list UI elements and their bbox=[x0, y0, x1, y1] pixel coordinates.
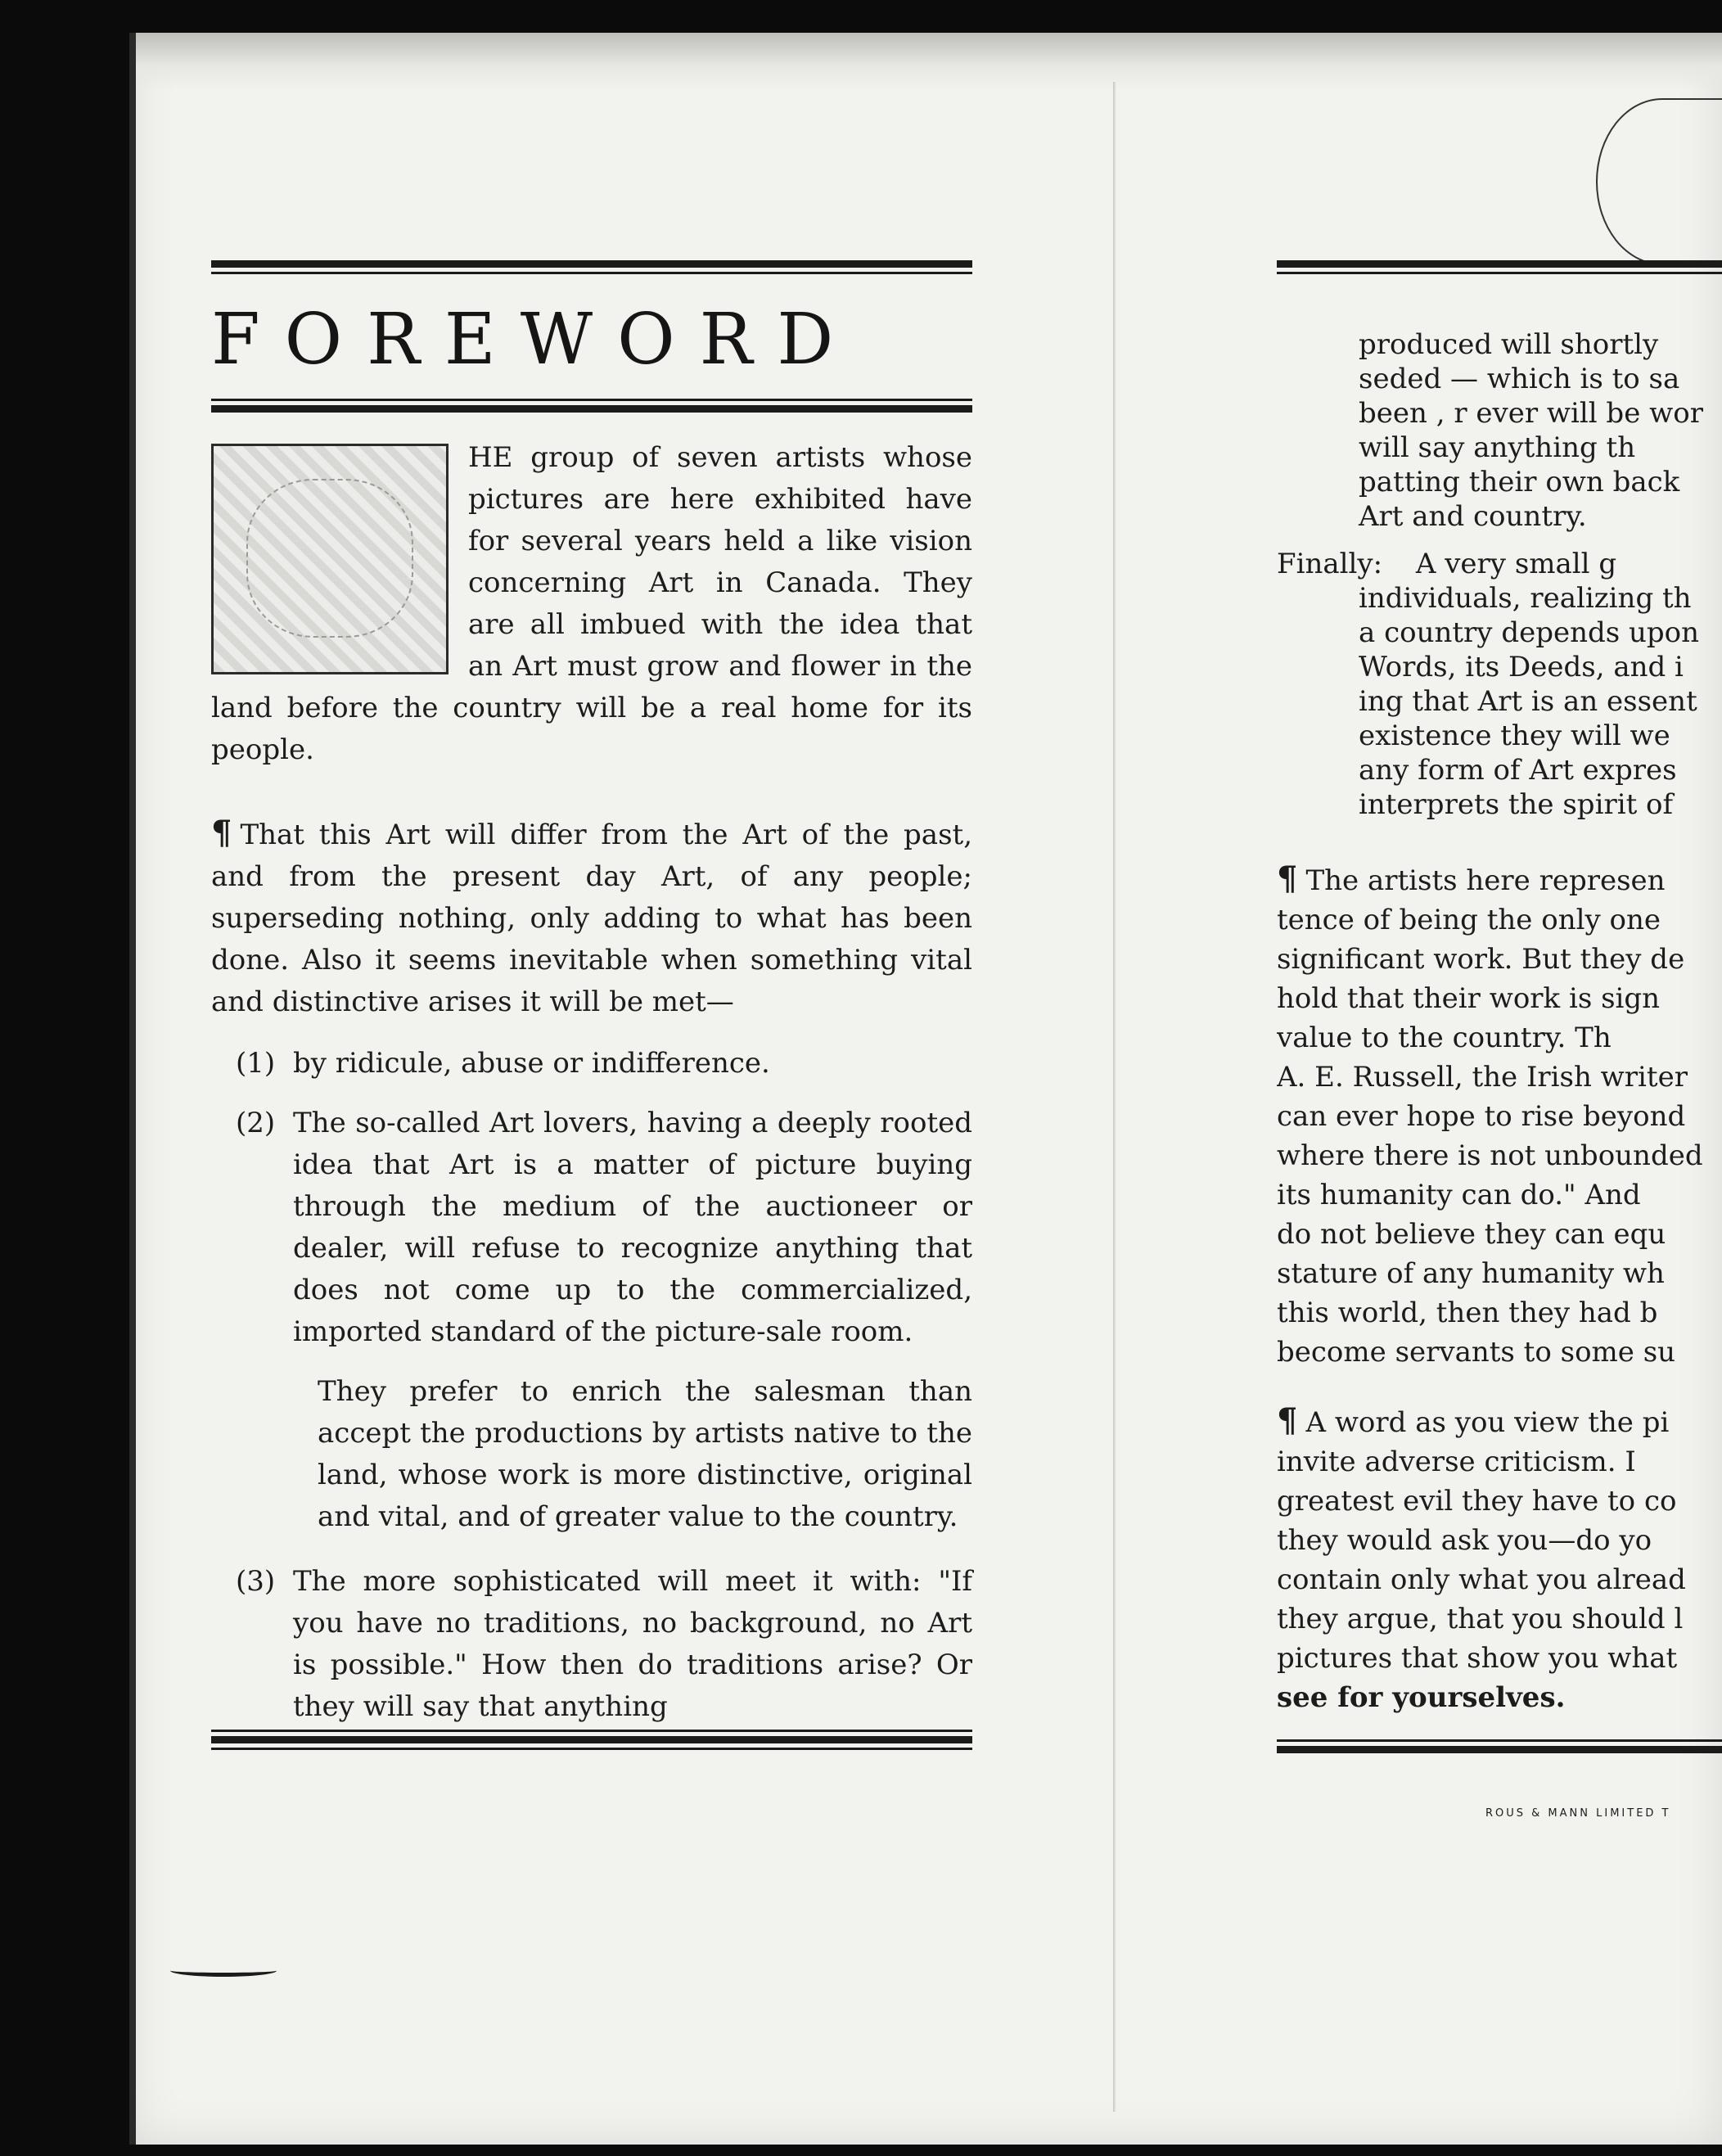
intro-paragraph bbox=[211, 437, 972, 771]
finally-label: Finally: bbox=[1277, 548, 1383, 580]
footer-rules bbox=[211, 1725, 972, 1750]
page-title: FOREWORD bbox=[211, 299, 859, 381]
text-line: any form of Art expres bbox=[1359, 754, 1677, 787]
text-line: its humanity can do." And bbox=[1277, 1179, 1641, 1211]
footer-rule-thick bbox=[1277, 1746, 1722, 1753]
intro-text: HE group of seven artists whose pictures are here exhibited have for several years held a like vision concerning Art in Canada. They are all imbued with the idea that an Art must grow and flower in the land before the country will be a real home for its people. bbox=[211, 441, 972, 766]
finally-lines bbox=[1277, 581, 1722, 822]
text-line: will say anything th bbox=[1359, 431, 1636, 464]
right-footer-rules bbox=[1277, 1735, 1722, 1753]
paragraph-mark-icon: ¶ bbox=[1277, 859, 1298, 898]
ornamental-drop-cap bbox=[211, 444, 449, 674]
paragraph-word bbox=[1277, 1401, 1722, 1717]
paragraph-art-differs bbox=[211, 796, 972, 1023]
text-line: produced will shortly bbox=[1359, 328, 1659, 361]
text-line: this world, then they had b bbox=[1277, 1297, 1658, 1329]
title-rule-top-thin bbox=[211, 272, 972, 274]
finally-item bbox=[1277, 547, 1722, 822]
title-rule-bottom bbox=[211, 405, 972, 413]
left-page bbox=[211, 0, 972, 1746]
list-item bbox=[236, 1103, 972, 1353]
right-page-text bbox=[1277, 327, 1722, 1717]
text-line: stature of any humanity wh bbox=[1277, 1257, 1665, 1290]
text-line: significant work. But they de bbox=[1277, 943, 1685, 976]
footer-rule-thin bbox=[211, 1730, 972, 1732]
right-rule-thick bbox=[1277, 260, 1722, 268]
text-line: A word as you view the pi bbox=[1305, 1406, 1670, 1439]
text-line: see for yourselves. bbox=[1277, 1681, 1566, 1714]
text-line: seded — which is to sa bbox=[1359, 363, 1680, 395]
right-page bbox=[1277, 0, 1722, 2156]
reaction-list bbox=[211, 1043, 972, 1728]
text-line: they argue, that you should l bbox=[1277, 1603, 1684, 1635]
ink-smudge bbox=[170, 1964, 277, 1977]
list-item-subparagraph: They prefer to enrich the salesman than accept the productions by artists native to the land, whose work is more distinctive, original and vital, and of greater value to the country. bbox=[318, 1375, 972, 1533]
text-line: Art and country. bbox=[1359, 500, 1587, 533]
text-line: existence they will we bbox=[1359, 719, 1670, 752]
text-line: A very small g bbox=[1415, 548, 1617, 580]
list-item-text: The more sophisticated will meet it with: "If you have no traditions, no background, no Art is possible." How then do traditions arise? Or they will say that anything bbox=[293, 1565, 972, 1723]
list-item-text: The so-called Art lovers, having a deeply rooted idea that Art is a matter of picture buying through the medium of the auctioneer or dealer, will refuse to recognize anything that does not come up to the commercialized, imported standard of the picture-sale room. bbox=[293, 1107, 972, 1348]
text-line: patting their own back bbox=[1359, 466, 1680, 498]
text-line: ing that Art is an essent bbox=[1359, 685, 1697, 718]
list-item-number: (2) bbox=[236, 1107, 276, 1139]
continued-item bbox=[1277, 327, 1722, 534]
text-line: individuals, realizing th bbox=[1359, 582, 1692, 615]
text-line: A. E. Russell, the Irish writer bbox=[1277, 1061, 1688, 1094]
paragraph-mark-icon: ¶ bbox=[1277, 1401, 1298, 1440]
right-rule-thin bbox=[1277, 272, 1722, 274]
text-line: hold that their work is sign bbox=[1277, 982, 1661, 1015]
text-line: contain only what you alread bbox=[1277, 1563, 1686, 1596]
list-item-number: (3) bbox=[236, 1565, 276, 1598]
text-line: can ever hope to rise beyond bbox=[1277, 1100, 1686, 1133]
list-item bbox=[236, 1561, 972, 1728]
list-item-text: by ridicule, abuse or indifference. bbox=[293, 1047, 770, 1080]
paragraph-art-differs-text: That this Art will differ from the Art of the past, and from the present day Art, of any people; superseding nothing, only adding to what has been done. Also it seems inevitable when something vital and distinctive arises it will be met— bbox=[211, 819, 972, 1018]
footer-rule-thin bbox=[1277, 1739, 1722, 1742]
text-line: where there is not unbounded bbox=[1277, 1139, 1703, 1172]
list-item bbox=[236, 1043, 972, 1085]
text-line: a country depends upon bbox=[1359, 616, 1700, 649]
page-edge bbox=[129, 33, 136, 2145]
title-rule-top bbox=[211, 260, 972, 268]
text-line: interprets the spirit of bbox=[1359, 788, 1674, 821]
title-rule-bottom-thin bbox=[211, 399, 972, 401]
text-line: The artists here represen bbox=[1305, 864, 1666, 897]
footer-rule-thin bbox=[211, 1748, 972, 1750]
paragraph-mark-icon: ¶ bbox=[211, 814, 232, 852]
footer-rule-thick bbox=[211, 1736, 972, 1743]
center-fold bbox=[1113, 82, 1116, 2112]
printer-imprint: ROUS & MANN LIMITED T bbox=[1485, 1807, 1671, 1820]
text-line: value to the country. Th bbox=[1277, 1022, 1612, 1054]
text-line: pictures that show you what bbox=[1277, 1642, 1678, 1675]
list-item-number: (1) bbox=[236, 1047, 276, 1080]
text-line: do not believe they can equ bbox=[1277, 1218, 1666, 1251]
text-line: Words, its Deeds, and i bbox=[1359, 651, 1684, 683]
paragraph-artists bbox=[1277, 859, 1722, 1372]
right-title-rules bbox=[1277, 260, 1722, 274]
text-line: greatest evil they have to co bbox=[1277, 1485, 1677, 1518]
text-line: tence of being the only one bbox=[1277, 904, 1661, 936]
text-line: invite adverse criticism. I bbox=[1277, 1446, 1636, 1478]
text-line: become servants to some su bbox=[1277, 1336, 1676, 1369]
text-line: been , r ever will be wor bbox=[1359, 397, 1703, 430]
text-line: they would ask you—do yo bbox=[1277, 1524, 1652, 1557]
